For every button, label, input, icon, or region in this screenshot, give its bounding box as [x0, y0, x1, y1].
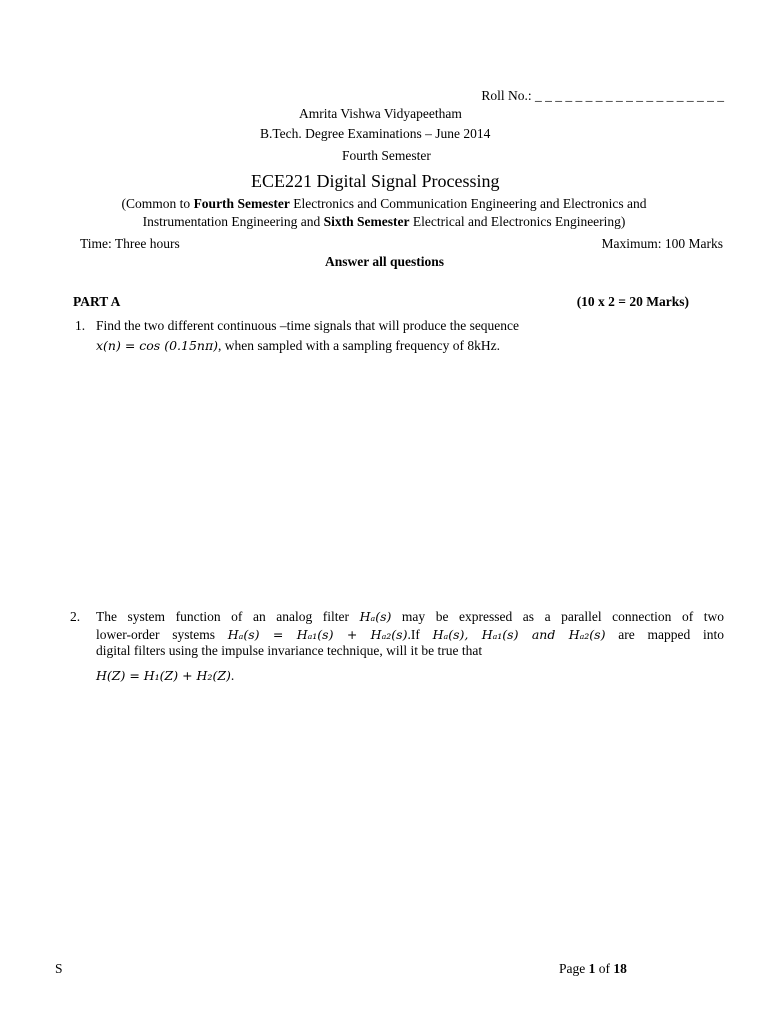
common-line2-prefix: Instrumentation Engineering and — [142, 214, 324, 229]
max-marks: Maximum: 100 Marks — [601, 236, 723, 251]
page-total: 18 — [613, 961, 627, 976]
roll-number-label: Roll No.: — [481, 88, 532, 103]
exam-time: Time: Three hours — [80, 236, 180, 251]
question-2-line-2-eq-group — [228, 627, 420, 642]
page-current: 1 — [588, 961, 596, 976]
footer-left-mark: S — [55, 961, 63, 976]
question-2-mapped-expressions: Hₐ(s), Hₐ₁(s) and Hₐ₂(s) — [432, 627, 606, 642]
question-2-line-3: digital filters using the impulse invariance technique, will it be true that — [96, 643, 483, 658]
page-of: of — [595, 961, 614, 976]
university-name: Amrita Vishwa Vidyapeetham — [299, 106, 462, 121]
page-number — [559, 961, 627, 977]
question-2-line-2-post: are mapped into — [618, 627, 724, 642]
question-1-equation: x(n) = cos (0.15nπ) — [96, 338, 219, 353]
question-1-line-2 — [96, 338, 500, 354]
common-bold-fourth-semester: Fourth Semester — [193, 196, 290, 211]
question-2-parallel-equation: Hₐ(s) = Hₐ₁(s) + Hₐ₂(s) — [227, 627, 408, 642]
question-2-line-1 — [96, 609, 724, 625]
page-prefix: Page — [559, 961, 589, 976]
roll-number-blank: _ _ _ _ _ _ _ _ _ _ _ _ _ _ _ _ _ _ _ — [535, 88, 724, 103]
question-2-line-2-pre: lower-order systems — [96, 627, 215, 642]
semester: Fourth Semester — [342, 148, 431, 163]
question-2-if: .If — [407, 627, 420, 642]
common-prefix: (Common to — [121, 196, 194, 211]
question-2-line-1-post: may be expressed as a parallel connection of two — [401, 609, 725, 624]
question-2-ha-expression: Hₐ(s) — [359, 609, 392, 624]
instruction: Answer all questions — [325, 254, 445, 269]
common-mid: Electronics and Communication Engineering and Electronics and — [289, 196, 647, 211]
question-2-line-4 — [96, 668, 234, 684]
common-line2-suffix: Electrical and Electronics Engineering) — [409, 214, 626, 229]
common-line-2 — [0, 214, 768, 230]
course-title: ECE221 Digital Signal Processing — [251, 171, 500, 191]
part-a-marks: (10 x 2 = 20 Marks) — [576, 294, 689, 309]
roll-number — [481, 88, 724, 104]
question-2-line-4-end: . — [230, 668, 235, 683]
question-2-line-1-pre: The system function of an analog filter — [96, 609, 350, 624]
question-1-line-2-text: , when sampled with a sampling frequency of 8kHz. — [218, 338, 500, 353]
question-1-number: 1. — [75, 318, 86, 333]
question-2-number: 2. — [70, 609, 81, 624]
question-2-line-2 — [96, 627, 724, 643]
exam-title: B.Tech. Degree Examinations – June 2014 — [260, 126, 491, 141]
part-a-title: PART A — [73, 294, 121, 309]
question-2-hz-equation: H(Z) = H₁(Z) + H₂(Z) — [96, 668, 231, 683]
common-bold-sixth-semester: Sixth Semester — [323, 214, 410, 229]
question-1-line-1: Find the two different continuous –time signals that will produce the sequence — [96, 318, 520, 333]
common-line-1 — [0, 196, 768, 212]
